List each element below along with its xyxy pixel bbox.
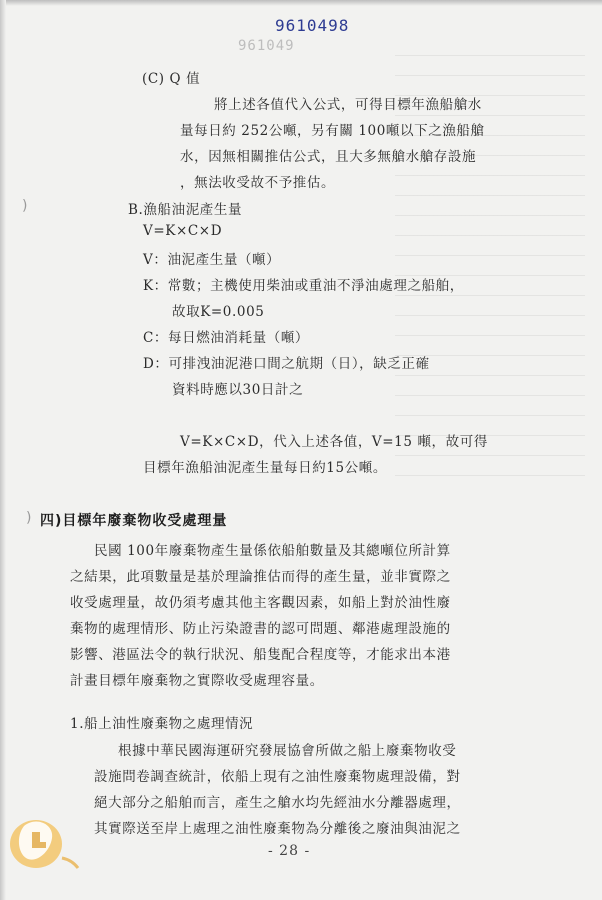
definition-line: V：油泥產生量（噸）	[143, 252, 281, 268]
paragraph-line: 計畫目標年廢棄物之實際收受處理容量。	[70, 673, 324, 689]
library-logo-icon	[2, 808, 82, 878]
paragraph-line: 影響、港區法令的執行狀況、船隻配合程度等，才能求出本港	[70, 647, 451, 663]
section-heading: 四)目標年廢棄物收受處理量	[40, 513, 228, 529]
q-line: ，無法收受故不予推估。	[180, 175, 336, 191]
page-number: - 28 -	[268, 843, 311, 859]
definition-line: C：每日燃油消耗量（噸）	[143, 330, 310, 346]
subsection-line: 設施問卷調查統計，依船上現有之油性廢棄物處理設備，對	[94, 769, 461, 785]
result-line: 目標年漁船油泥產生量每日約15公噸。	[143, 460, 387, 476]
document-stamp-number: 9610498	[275, 16, 350, 35]
subsection-line: 絕大部分之船舶而言，產生之艙水均先經油水分離器處理，	[94, 795, 461, 811]
b-heading: B.漁船油泥產生量	[128, 202, 243, 218]
subsection-line: 根據中華民國海運研究發展協會所做之船上廢棄物收受	[118, 743, 457, 759]
definition-line: 故取K=0.005	[172, 304, 265, 320]
binding-hole-mark: )	[26, 510, 32, 526]
faded-stamp-number: 961049	[238, 38, 295, 54]
q-line: 將上述各值代入公式，可得目標年漁船艙水	[214, 97, 482, 113]
scan-edge-left	[0, 0, 6, 900]
paragraph-line: 民國 100年廢棄物產生量係依船舶數量及其總噸位所計算	[94, 543, 451, 559]
paragraph-line: 收受處理量，故仍須考慮其他主客觀因素，如船上對於油性廢	[70, 595, 451, 611]
scan-edge-top	[0, 0, 602, 6]
binding-hole-mark: )	[22, 198, 28, 214]
result-line: V=K×C×D，代入上述各值，V=15 噸，故可得	[180, 434, 488, 450]
q-line: 量每日約 252公噸，另有關 100噸以下之漁船艙	[180, 123, 485, 139]
q-line: 水，因無相關推估公式，且大多無艙水艙存設施	[180, 149, 477, 165]
paragraph-line: 棄物的處理情形、防止污染證書的認可問題、鄰港處理設施的	[70, 621, 451, 637]
q-heading: (C) Q 值	[142, 71, 201, 87]
definition-line: K：常數；主機使用柴油或重油不淨油處理之船舶，	[143, 278, 464, 294]
definition-line: D：可排洩油泥港口間之航期（日），缺乏正確	[143, 356, 430, 372]
definition-line: 資料時應以30日計之	[172, 382, 304, 398]
formula: V=K×C×D	[143, 223, 223, 239]
paragraph-line: 之結果，此項數量是基於理論推估而得的產生量，並非實際之	[70, 569, 451, 585]
subsection-heading: 1.船上油性廢棄物之處理情況	[70, 716, 254, 732]
subsection-line: 其實際送至岸上處理之油性廢棄物為分離後之廢油與油泥之	[94, 821, 461, 837]
